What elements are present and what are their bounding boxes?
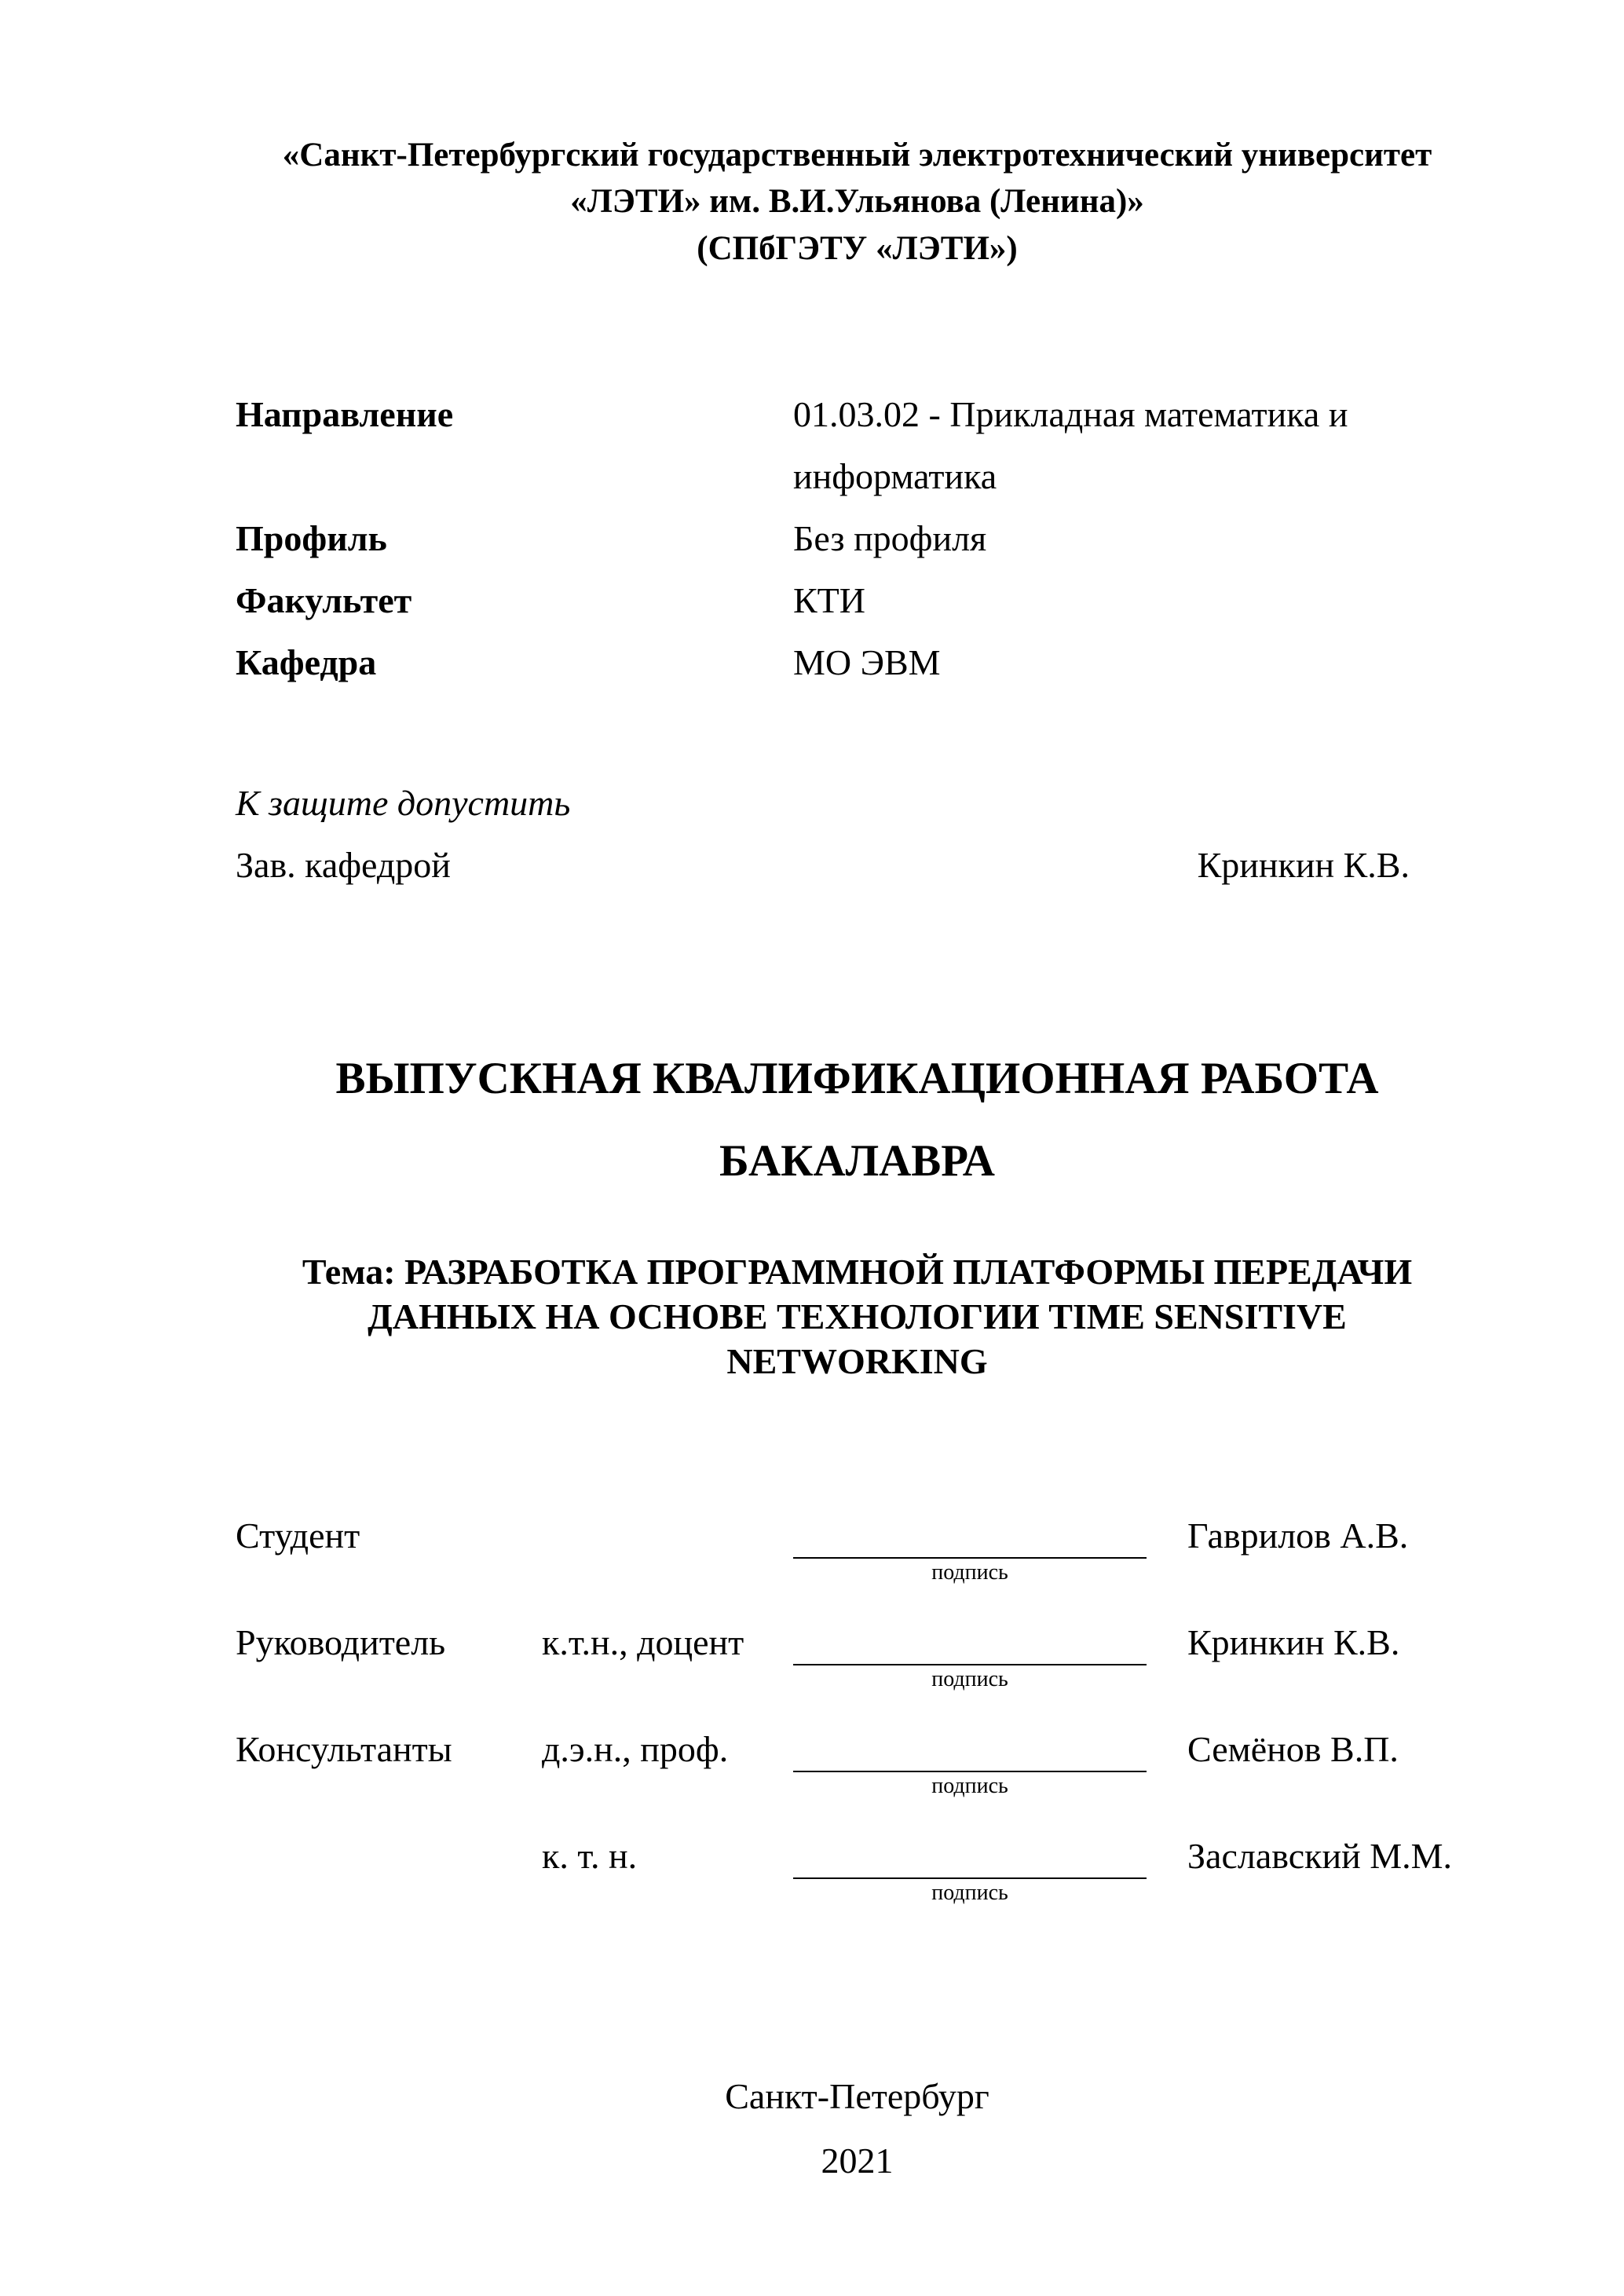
field-value: КТИ bbox=[793, 579, 865, 620]
field-row-direction bbox=[236, 383, 1479, 507]
signature-degree: к.т.н., доцент bbox=[542, 1621, 744, 1662]
university-header bbox=[236, 132, 1479, 272]
signature-field bbox=[793, 1620, 1147, 1694]
signature-role: Руководитель bbox=[236, 1621, 446, 1662]
thesis-title bbox=[236, 1037, 1479, 1202]
signature-row-supervisor bbox=[236, 1620, 1479, 1694]
thesis-theme: Тема: РАЗРАБОТКА ПРОГРАММНОЙ ПЛАТФОРМЫ ПЕРЕДАЧИ ДАННЫХ НА ОСНОВЕ ТЕХНОЛОГИИ TIME SENSITIVE NETWORKING bbox=[302, 1251, 1413, 1381]
footer-city: Санкт-Петербург bbox=[725, 2075, 989, 2116]
signature-role: Студент bbox=[236, 1515, 360, 1556]
program-fields bbox=[236, 383, 1479, 693]
footer-block bbox=[236, 2064, 1479, 2193]
university-header-line-3: (СПбГЭТУ «ЛЭТИ») bbox=[697, 229, 1018, 267]
signature-role: Консультанты bbox=[236, 1728, 452, 1769]
admission-row bbox=[236, 834, 1479, 896]
signature-degree: к. т. н. bbox=[542, 1835, 638, 1876]
signature-line bbox=[793, 1620, 1147, 1665]
field-label: Профиль bbox=[236, 517, 387, 558]
footer-year: 2021 bbox=[821, 2140, 894, 2181]
admission-name: Кринкин К.В. bbox=[1197, 844, 1410, 885]
signature-degree: д.э.н., проф. bbox=[542, 1728, 729, 1769]
field-value: Без профиля bbox=[793, 517, 987, 558]
field-label: Кафедра bbox=[236, 642, 377, 682]
signature-field bbox=[793, 1834, 1147, 1907]
signature-row-student bbox=[236, 1513, 1479, 1587]
signature-name: Гаврилов А.В. bbox=[1187, 1515, 1409, 1556]
field-label: Направление bbox=[236, 393, 454, 434]
signature-name: Кринкин К.В. bbox=[1187, 1621, 1400, 1662]
signature-caption: подпись bbox=[931, 1880, 1008, 1905]
field-row-profile bbox=[236, 507, 1479, 569]
thesis-title-line-1: ВЫПУСКНАЯ КВАЛИФИКАЦИОННАЯ РАБОТА bbox=[335, 1053, 1379, 1103]
signature-name: Заславский М.М. bbox=[1187, 1835, 1453, 1876]
signature-name: Семёнов В.П. bbox=[1187, 1728, 1399, 1769]
signature-field bbox=[793, 1727, 1147, 1801]
university-header-line-1: «Санкт-Петербургский государственный электротехнический университет bbox=[282, 137, 1432, 174]
field-row-department bbox=[236, 631, 1479, 693]
admission-block bbox=[236, 772, 1479, 896]
university-header-line-2: «ЛЭТИ» им. В.И.Ульянова (Ленина)» bbox=[570, 183, 1144, 221]
field-value: 01.03.02 - Прикладная математика и информатика bbox=[793, 393, 1348, 496]
signature-role bbox=[236, 1834, 542, 1907]
field-label: Факультет bbox=[236, 579, 412, 620]
signature-line bbox=[793, 1727, 1147, 1772]
thesis-title-line-2: БАКАЛАВРА bbox=[719, 1135, 995, 1186]
signatures-section bbox=[236, 1513, 1479, 1907]
signature-row-consultant-2 bbox=[236, 1834, 1479, 1907]
signature-degree bbox=[542, 1513, 793, 1587]
signature-row-consultant-1 bbox=[236, 1727, 1479, 1801]
field-value: МО ЭВМ bbox=[793, 642, 941, 682]
signature-caption: подпись bbox=[931, 1559, 1008, 1585]
field-row-faculty bbox=[236, 569, 1479, 631]
signature-line bbox=[793, 1513, 1147, 1559]
signature-line bbox=[793, 1834, 1147, 1879]
signature-caption: подпись bbox=[931, 1666, 1008, 1691]
admission-note: К защите допустить bbox=[236, 782, 571, 823]
admission-role: Зав. кафедрой bbox=[236, 844, 451, 885]
signature-field bbox=[793, 1513, 1147, 1587]
signature-caption: подпись bbox=[931, 1773, 1008, 1798]
